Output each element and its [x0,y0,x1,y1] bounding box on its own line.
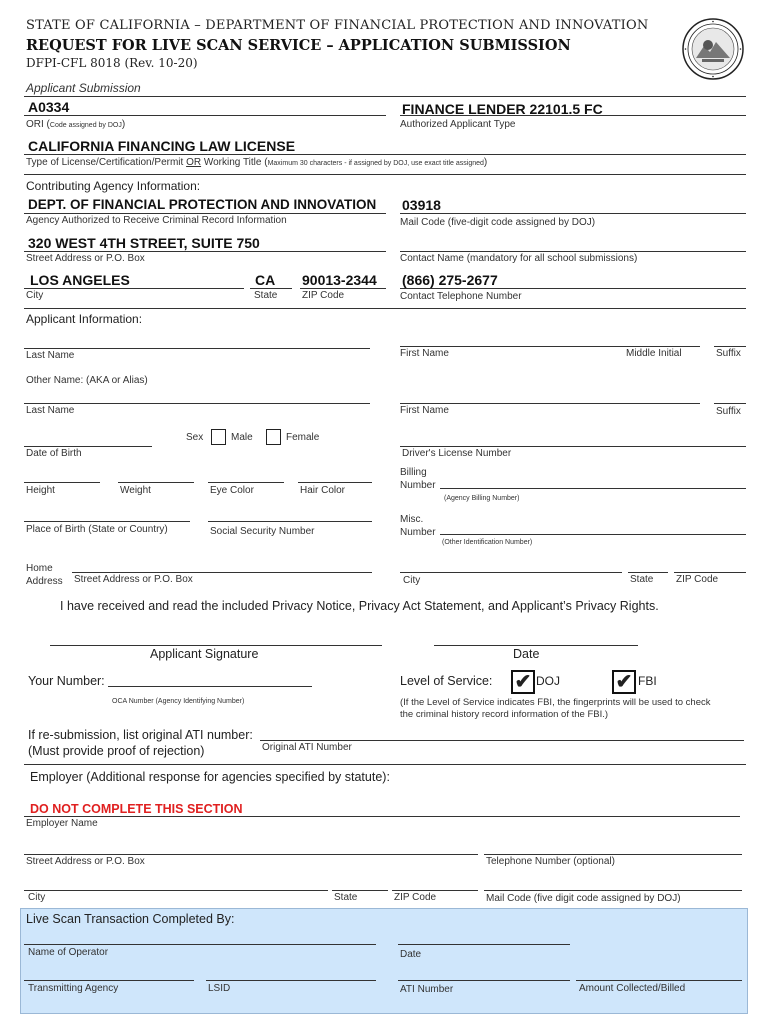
billing-label: Billing Number [400,467,436,491]
middle-initial-label: Middle Initial [626,348,682,359]
other-name-label: Other Name: (AKA or Alias) [26,375,148,386]
dob-label: Date of Birth [26,448,82,459]
first-name-label: First Name [400,348,449,359]
ati-number-label: ATI Number [400,984,454,995]
drivers-license-label: Driver's License Number [402,448,512,459]
employer-mail-code-label: Mail Code (five digit code assigned by DOJ) [486,893,681,904]
resubmission-label: If re-submission, list original ATI number: (Must provide proof of rejection) [28,728,253,758]
male-label: Male [231,432,253,443]
amount-collected-label: Amount Collected/Billed [579,983,686,994]
phone-label: Contact Telephone Number [400,291,522,302]
original-ati-label: Original ATI Number [262,742,352,753]
ori-label: ORI (Code assigned by DOJ) [26,119,126,130]
fbi-checkbox[interactable]: ✔ [612,670,636,694]
level-of-service-label: Level of Service: [400,674,493,688]
height-label: Height [26,485,55,496]
aka-suffix-label: Suffix [716,406,741,417]
ssn-label: Social Security Number [210,526,315,537]
employer-name-label: Employer Name [26,818,98,829]
mail-code-label: Mail Code (five-digit code assigned by DOJ) [400,217,596,228]
doj-checkbox[interactable]: ✔ [511,670,535,694]
eye-color-label: Eye Color [210,485,254,496]
employer-city-label: City [28,892,46,903]
transmitting-agency-label: Transmitting Agency [28,983,119,994]
agency-value[interactable]: DEPT. OF FINANCIAL PROTECTION AND INNOVATION [28,197,377,212]
agency-label: Agency Authorized to Receive Criminal Record Information [26,215,287,226]
last-name-label: Last Name [26,350,75,361]
home-street-label: Street Address or P.O. Box [74,574,193,585]
employer-phone-label: Telephone Number (optional) [486,856,615,867]
street-value[interactable]: 320 WEST 4TH STREET, SUITE 750 [28,235,260,251]
lsid-label: LSID [208,983,231,994]
applicant-type-value[interactable]: FINANCE LENDER 22101.5 FC [402,101,603,117]
employer-street-label: Street Address or P.O. Box [26,856,145,867]
aka-last-name-label: Last Name [26,405,75,416]
oca-number-label: OCA Number (Agency Identifying Number) [112,698,245,705]
weight-label: Weight [120,485,151,496]
form-id: DFPI-CFL 8018 (Rev. 10-20) [26,56,198,70]
male-checkbox[interactable] [211,429,226,445]
employer-heading: Employer (Additional response for agencies specified by statute): [30,770,390,784]
form-title: REQUEST FOR LIVE SCAN SERVICE – APPLICATION SUBMISSION [26,37,571,54]
operator-name-label: Name of Operator [28,947,109,958]
fbi-label: FBI [638,674,657,688]
sex-label: Sex [186,432,204,443]
contributing-agency-heading: Contributing Agency Information: [26,179,201,193]
your-number-label: Your Number: [28,674,105,688]
home-zip-label: ZIP Code [676,574,719,585]
hair-color-label: Hair Color [300,485,346,496]
suffix-label: Suffix [716,348,741,359]
zip-value[interactable]: 90013-2344 [302,272,377,288]
female-checkbox[interactable] [266,429,281,445]
applicant-submission-rule [24,96,746,97]
state-value[interactable]: CA [255,272,276,288]
applicant-submission-heading: Applicant Submission [26,81,141,95]
female-label: Female [286,432,320,443]
city-value[interactable]: LOS ANGELES [30,272,130,288]
do-not-complete-warning: DO NOT COMPLETE THIS SECTION [30,802,243,816]
live-scan-heading: Live Scan Transaction Completed By: [26,912,235,926]
doj-label: DOJ [536,674,560,688]
city-label: City [26,290,44,301]
billing-sub-label: (Agency Billing Number) [444,495,520,502]
aka-first-name-label: First Name [400,405,449,416]
privacy-acknowledgement: I have received and read the included Privacy Notice, Privacy Act Statement, and Applicant’s Privacy Rights. [60,599,659,613]
license-type-label: Type of License/Certification/Permit OR Working Title (Maximum 30 characters - if assigned by DOJ, use exact title assigned) [26,157,488,168]
applicant-info-heading: Applicant Information: [26,312,143,326]
employer-state-label: State [334,892,358,903]
street-label: Street Address or P.O. Box [26,253,145,264]
misc-sub-label: (Other Identification Number) [442,539,533,546]
place-of-birth-label: Place of Birth (State or Country) [26,524,168,535]
mail-code-value[interactable]: 03918 [402,197,441,213]
applicant-signature-label: Applicant Signature [150,647,259,661]
state-label: State [254,290,278,301]
contact-name-label: Contact Name (mandatory for all school submissions) [400,253,638,264]
license-type-value[interactable]: CALIFORNIA FINANCING LAW LICENSE [28,138,296,154]
home-city-label: City [403,575,421,586]
fbi-note: (If the Level of Service indicates FBI, the fingerprints will be used to check the criminal history record information of the FBI.) [400,697,711,720]
agency-title: STATE OF CALIFORNIA – DEPARTMENT OF FINANCIAL PROTECTION AND INNOVATION [26,18,649,33]
signature-date-label: Date [513,647,540,661]
state-seal-icon [682,18,744,80]
home-address-label: Home Address [26,563,63,587]
employer-zip-label: ZIP Code [394,892,437,903]
misc-number-label: Misc. Number [400,514,436,538]
ori-value[interactable]: A0334 [28,99,70,115]
home-state-label: State [630,574,654,585]
zip-label: ZIP Code [302,290,345,301]
live-scan-date-label: Date [400,949,422,960]
phone-value[interactable]: (866) 275-2677 [402,272,498,288]
applicant-type-label: Authorized Applicant Type [400,119,516,130]
